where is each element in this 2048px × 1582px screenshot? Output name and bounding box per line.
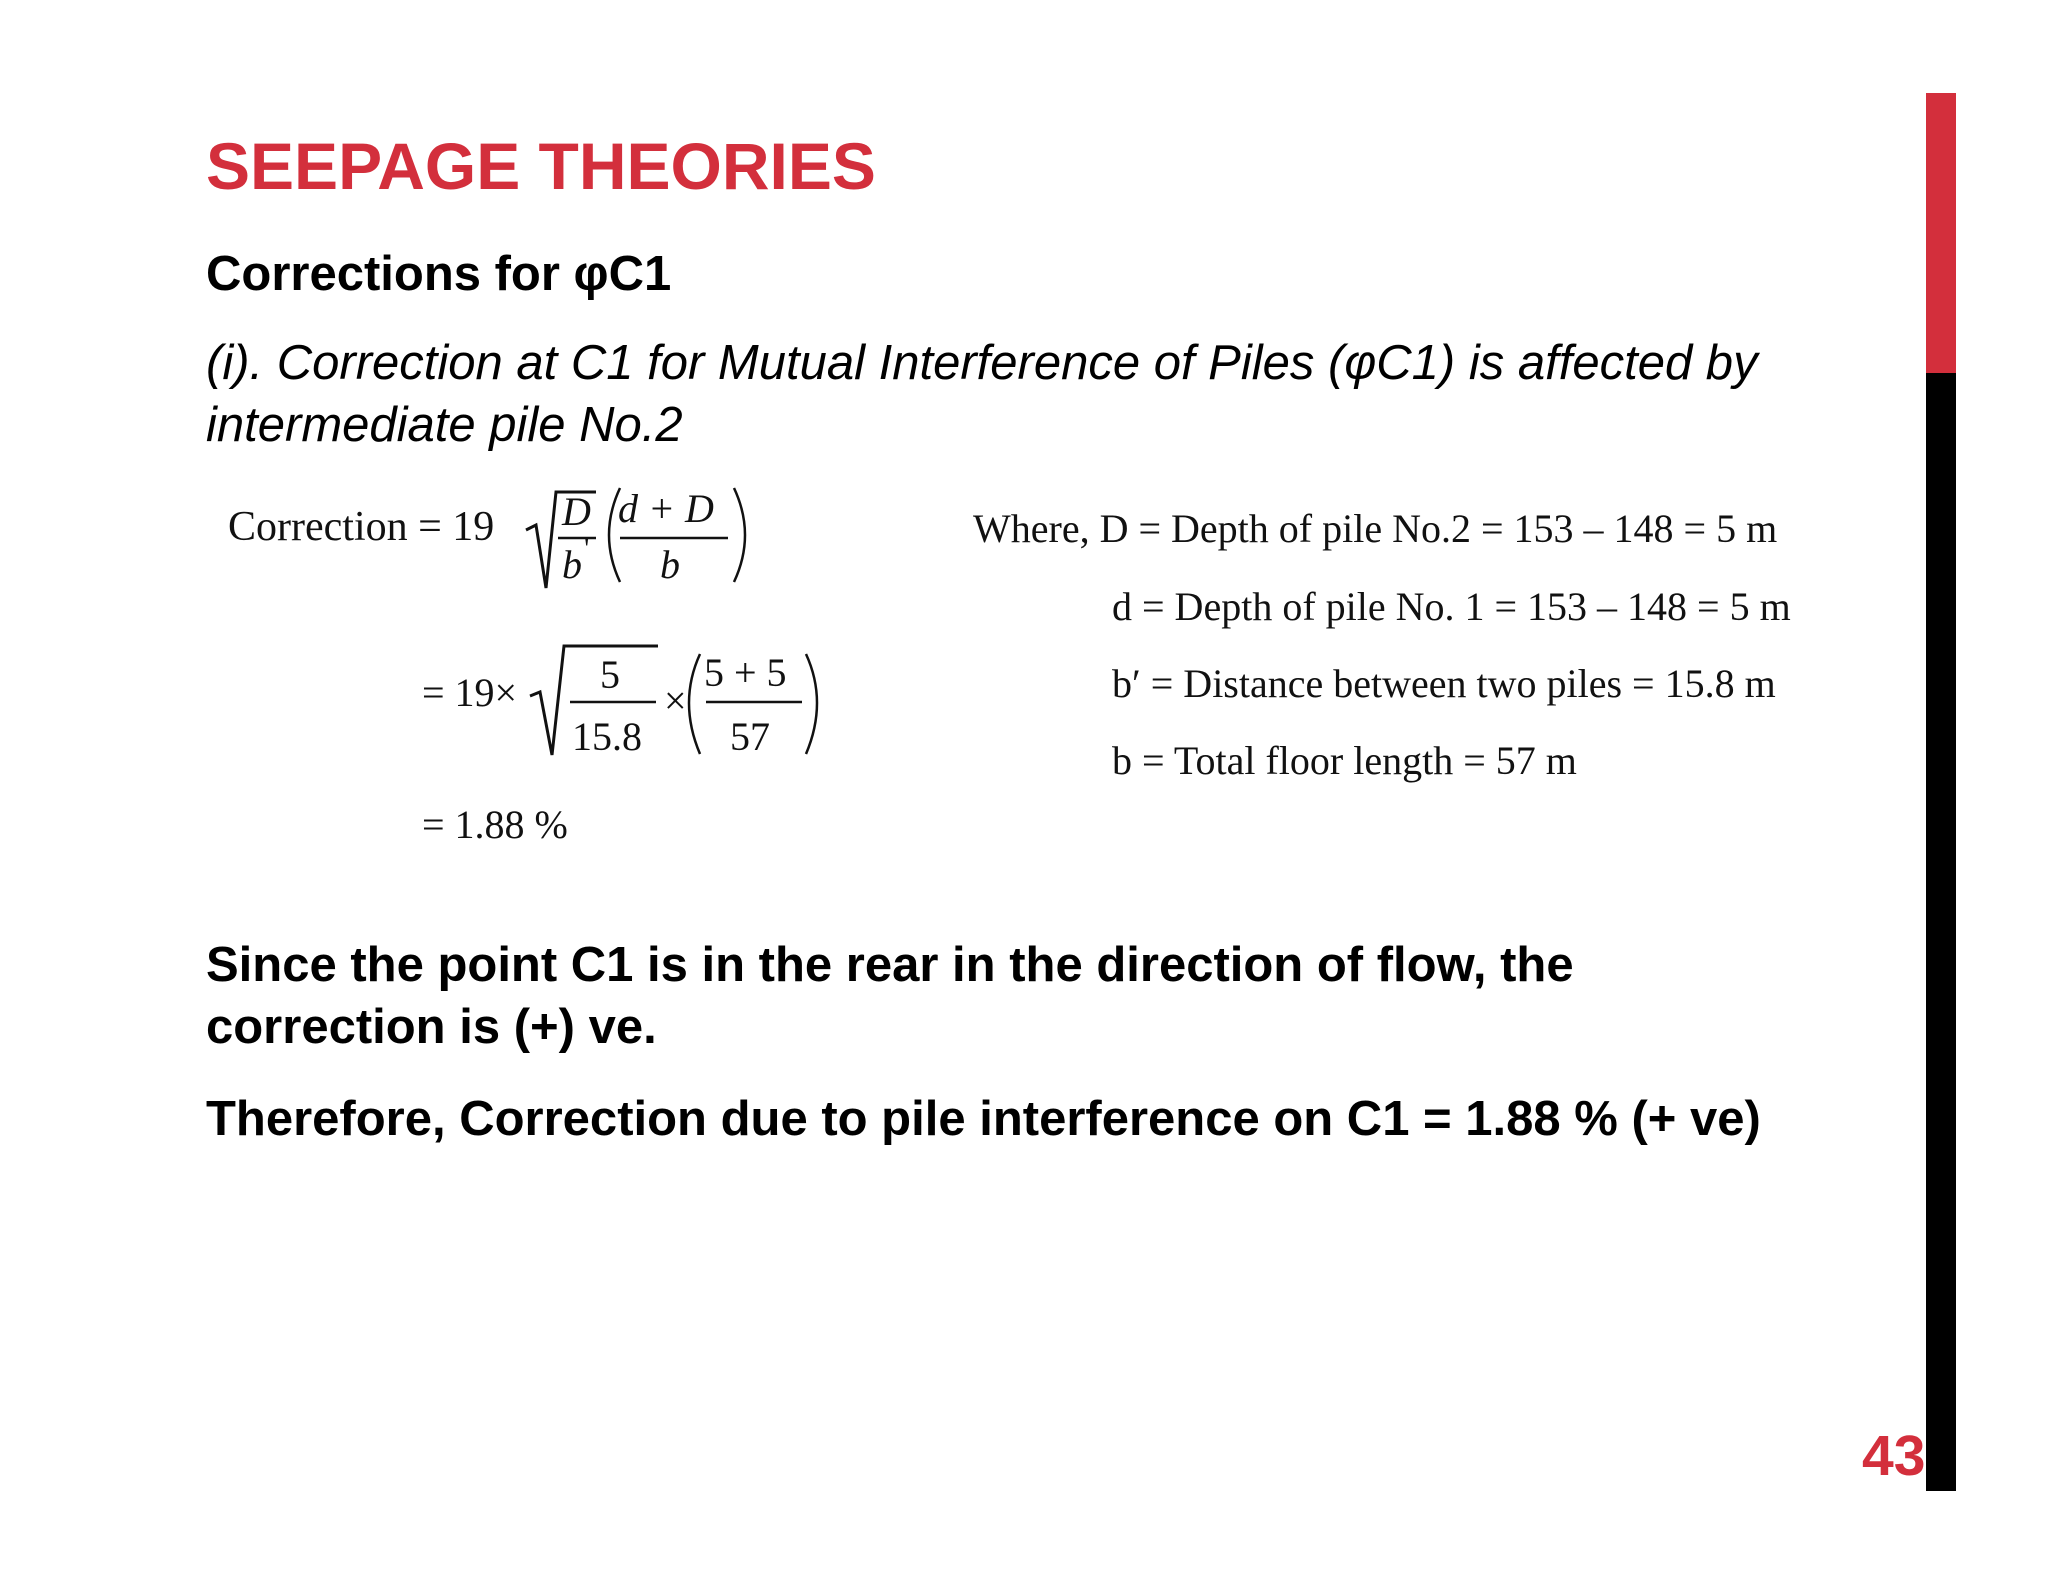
conclusion-text: Since the point C1 is in the rear in the direction of flow, the correction is (+) ve. — [206, 938, 1574, 1054]
intro-text: (i). Correction at C1 for Mutual Interference of Piles (φC1) is affected by intermediate pile No.2 — [206, 336, 1758, 452]
left-paren — [689, 654, 700, 754]
where-line-b-prime: b′ = Distance between two piles = 15.8 m — [1112, 661, 1776, 706]
formula-num-5: 5 — [600, 652, 620, 697]
formula-var-b-prime: b — [562, 542, 582, 587]
where-line-d: d = Depth of pile No. 1 = 153 – 148 = 5 m — [1112, 584, 1791, 629]
formula-line1-label: Correction = 19 — [228, 504, 495, 550]
formula-var-b: b — [660, 542, 680, 587]
accent-bar-red — [1926, 93, 1956, 373]
accent-bar-black — [1926, 373, 1956, 1491]
formula-num-5-plus-5: 5 + 5 — [704, 650, 787, 695]
formula-graphic — [208, 470, 908, 870]
formula-d-plus-D: d + D — [618, 486, 714, 531]
formula-line2-label: = 19× — [422, 670, 518, 715]
slide-title: SEEPAGE THEORIES — [206, 129, 876, 203]
subtitle: Corrections for φC1 — [206, 247, 672, 301]
therefore-text: Therefore, Correction due to pile interference on C1 = 1.88 % (+ ve) — [206, 1092, 1761, 1146]
correction-formula — [208, 470, 908, 870]
right-paren — [734, 488, 745, 582]
where-line-b: b = Total floor length = 57 m — [1112, 738, 1577, 783]
right-paren — [806, 654, 817, 754]
formula-times: × — [664, 678, 687, 723]
where-definitions — [965, 480, 1905, 820]
where-graphic — [965, 480, 1905, 820]
formula-result: = 1.88 % — [422, 802, 568, 847]
page-number: 43 — [1862, 1424, 1926, 1488]
formula-prime: ' — [584, 532, 590, 565]
formula-den-57: 57 — [730, 714, 770, 759]
formula-den-15-8: 15.8 — [572, 714, 642, 759]
formula-var-D: D — [562, 489, 591, 534]
where-line-D: Where, D = Depth of pile No.2 = 153 – 148 = 5 m — [973, 506, 1778, 551]
